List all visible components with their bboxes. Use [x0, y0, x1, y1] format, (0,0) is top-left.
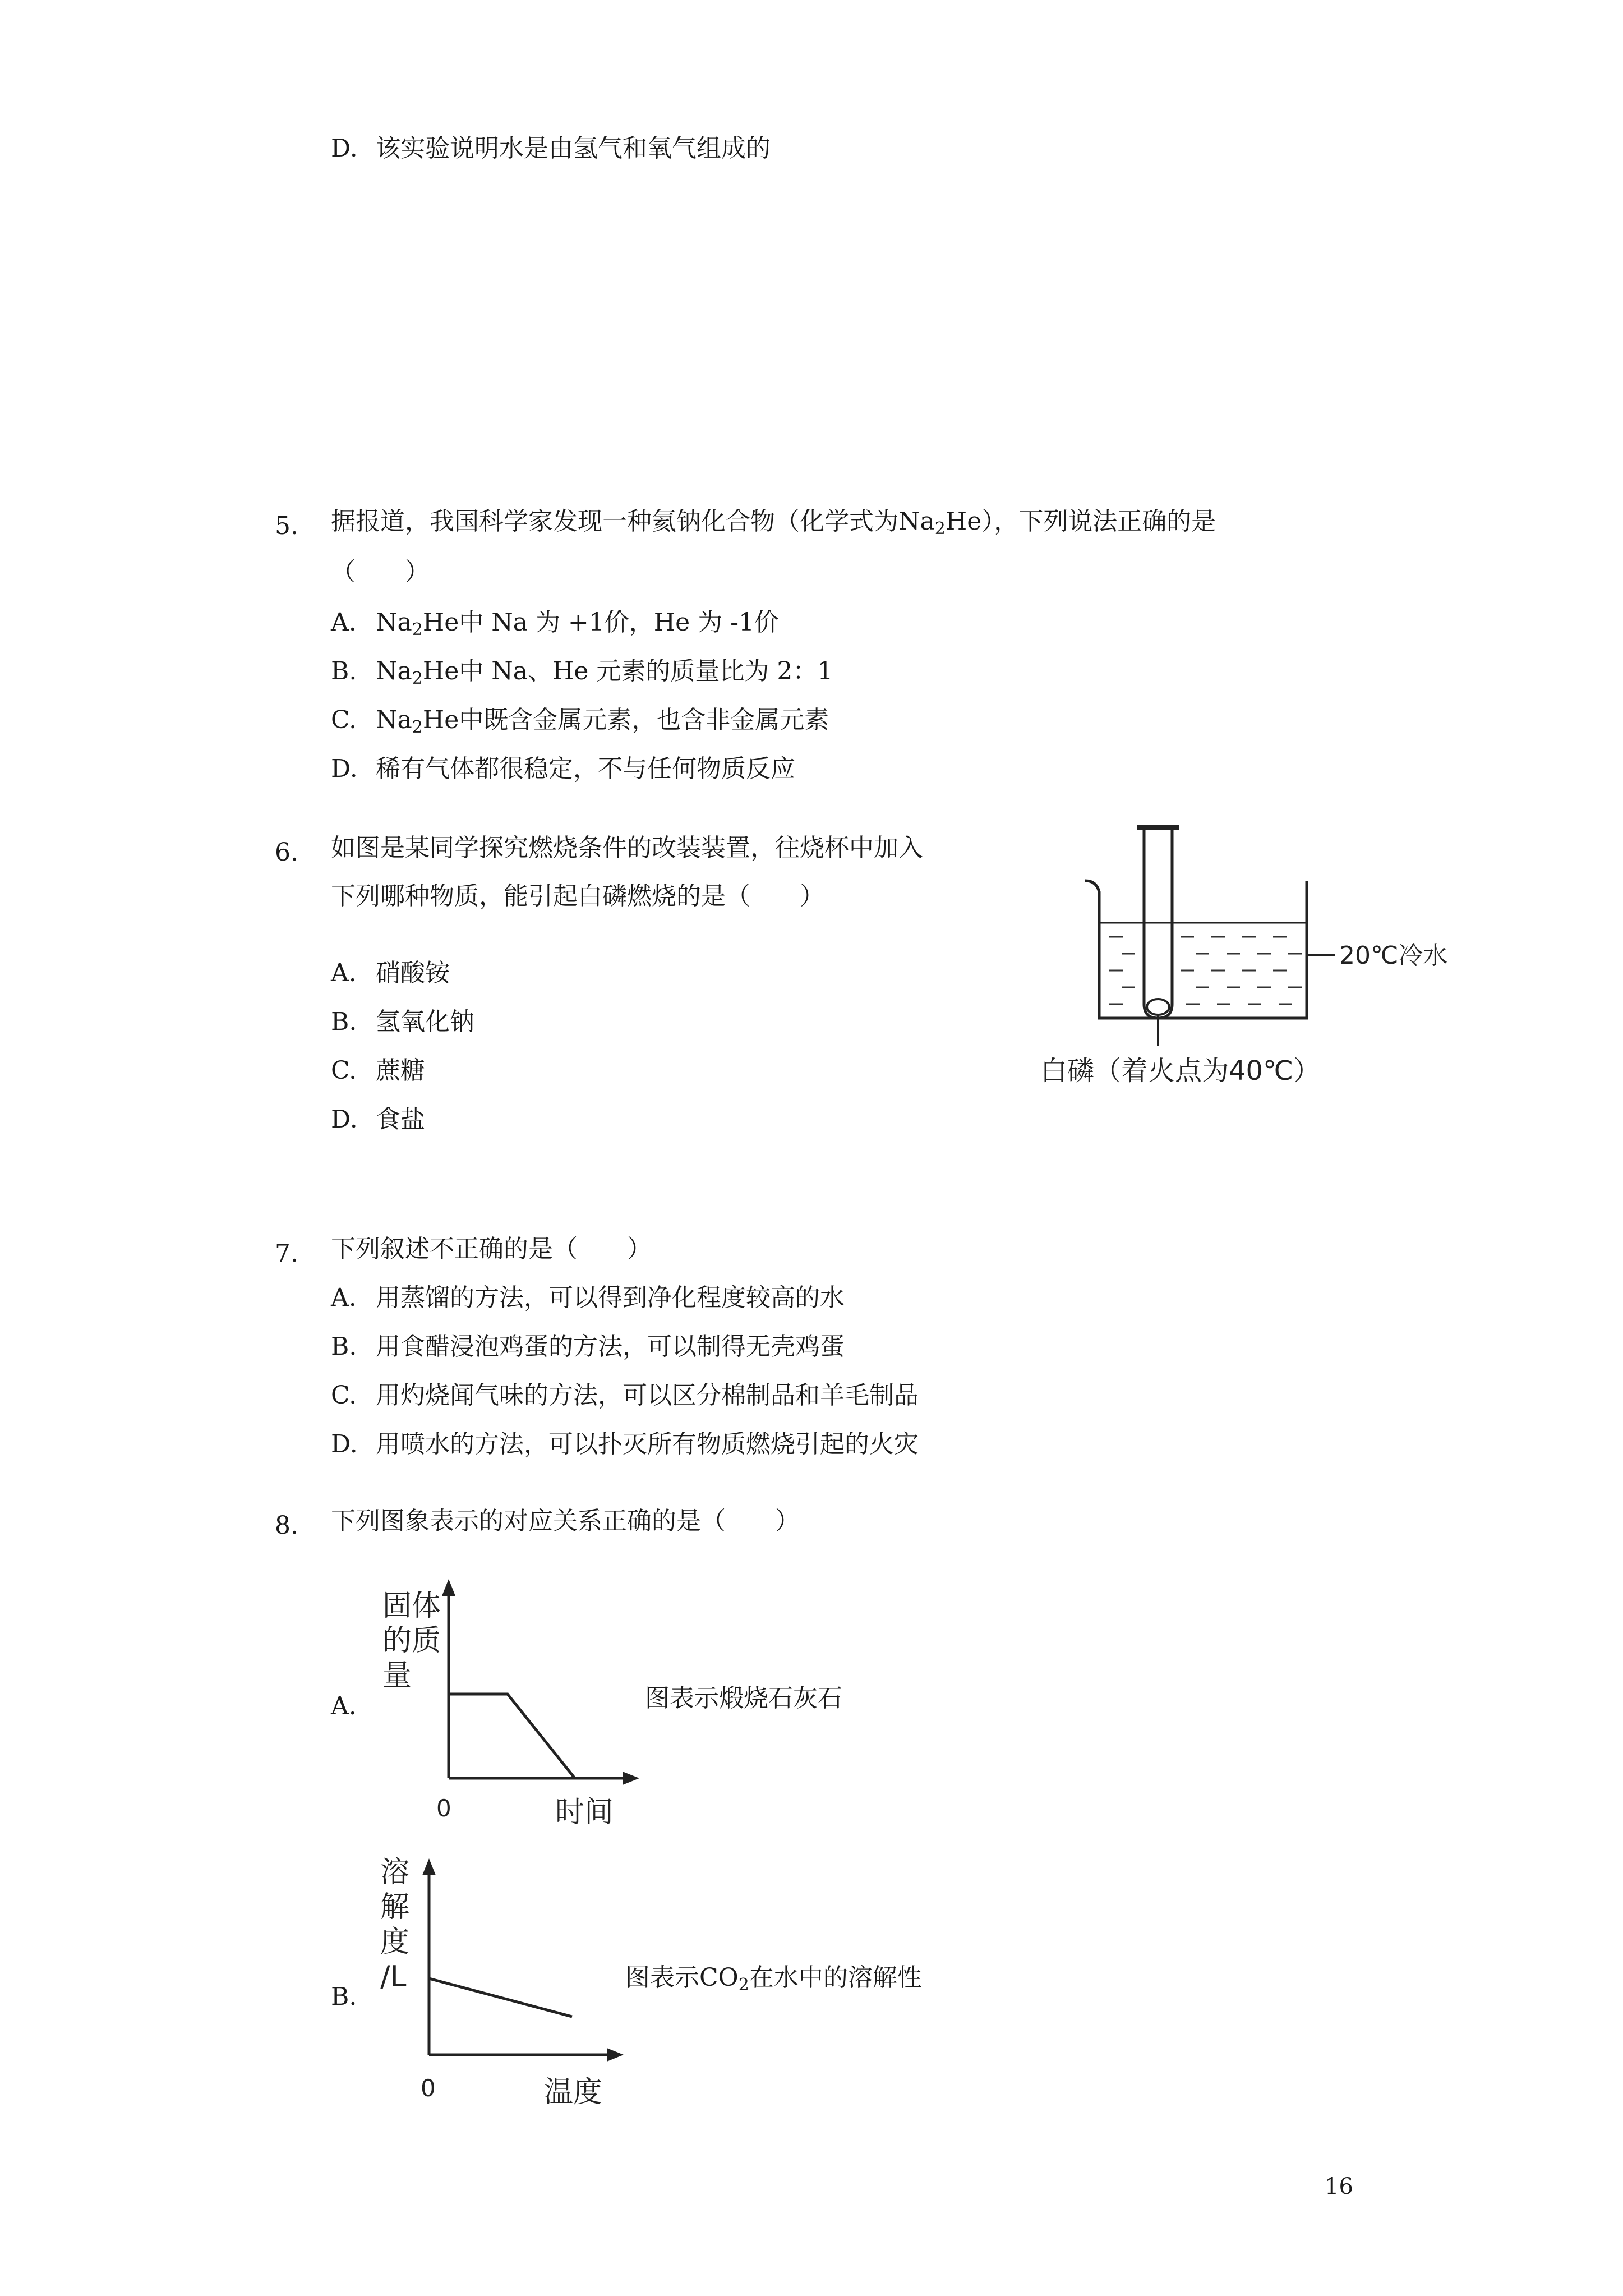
option-letter: C.: [331, 1381, 357, 1410]
caption-pre: 图表示CO: [625, 1963, 739, 1992]
option-letter: B.: [331, 1332, 357, 1361]
white-phosphorus: [1147, 999, 1169, 1015]
y-axis-arrow: [442, 1579, 455, 1596]
x-label: 温度: [544, 2076, 603, 2109]
y-label-line3: 量: [382, 1659, 412, 1692]
q8-stem: 下列图象表示的对应关系正确的是（ ）: [331, 1507, 800, 1535]
option-text: 用喷水的方法，可以扑灭所有物质燃烧引起的火灾: [376, 1430, 919, 1458]
option-letter: A.: [331, 608, 357, 637]
option-text: He中 Na 为 +1价，He 为 -1价: [422, 608, 780, 637]
data-line: [429, 1978, 572, 2017]
option-text: 稀有气体都很稳定，不与任何物质反应: [376, 754, 795, 783]
q8-option-b-letter: B.: [331, 1982, 357, 2011]
q6-number: 6.: [275, 838, 298, 867]
option-letter: D.: [331, 134, 358, 163]
q7-number: 7.: [275, 1239, 298, 1268]
y-label-line1: 固体: [382, 1589, 441, 1623]
q7-stem: 下列叙述不正确的是（ ）: [331, 1235, 652, 1263]
q6-option-c: [331, 1054, 425, 1088]
option-letter: B.: [331, 1007, 357, 1036]
option-formula: Na: [376, 706, 412, 734]
q7-option-b: [331, 1330, 845, 1364]
water-dashes: [1109, 937, 1302, 1004]
phosphorus-label: 白磷（着火点为40℃）: [1040, 1055, 1320, 1087]
q6-option-b: [331, 1005, 474, 1039]
q8-graph-b: [370, 1848, 662, 2118]
option-formula: Na: [376, 657, 412, 685]
option-formula: Na: [376, 608, 412, 637]
q5-number: 5.: [275, 512, 298, 540]
caption-sub: 2: [738, 1975, 749, 1995]
option-letter: D.: [331, 1105, 358, 1134]
q8-option-a-caption: 图表示煅烧石灰石: [645, 1684, 842, 1713]
x-axis-arrow: [607, 2048, 624, 2062]
q8-number: 8.: [275, 1511, 298, 1540]
y-label-line2: 的质: [382, 1624, 441, 1658]
option-text: 硝酸铵: [376, 959, 450, 987]
beaker-figure: [1040, 825, 1448, 1099]
option-text: 氢氧化钠: [376, 1007, 474, 1036]
option-letter: D.: [331, 754, 358, 783]
q7-option-c: [331, 1379, 919, 1412]
y-axis-arrow: [422, 1858, 436, 1875]
caption-post: 在水中的溶解性: [749, 1963, 922, 1992]
option-letter: C.: [331, 706, 357, 734]
option-formula-sub: 2: [412, 717, 423, 737]
option-text: 该实验说明水是由氢气和氧气组成的: [376, 134, 771, 163]
option-text: 用食醋浸泡鸡蛋的方法，可以制得无壳鸡蛋: [376, 1332, 845, 1361]
y-label-line3: 度: [380, 1925, 410, 1959]
option-text: He中既含金属元素，也含非金属元素: [422, 706, 829, 734]
y-label-line1: 溶: [380, 1856, 410, 1889]
option-letter: B.: [331, 657, 357, 685]
q5-bracket: （ ）: [331, 558, 430, 586]
x-label: 时间: [555, 1796, 614, 1829]
option-letter: A.: [331, 959, 357, 987]
q6-option-a: [331, 956, 450, 990]
y-label-line2: 解: [380, 1890, 410, 1924]
page-number: 16: [1325, 2174, 1353, 2200]
option-letter: D.: [331, 1430, 358, 1458]
option-letter: A.: [331, 1283, 357, 1312]
q5-option-c: [331, 703, 829, 737]
q7-option-a: [331, 1281, 845, 1315]
option-text: He中 Na、He 元素的质量比为 2：1: [422, 657, 833, 685]
origin-label: 0: [421, 2074, 436, 2102]
q5-stem-sub: 2: [934, 519, 946, 539]
q6-stem-line2: 下列哪种物质，能引起白磷燃烧的是（ ）: [331, 882, 824, 910]
option-text: 蔗糖: [376, 1056, 425, 1085]
option-letter: C.: [331, 1056, 357, 1085]
y-label-line4: /L: [380, 1960, 407, 1994]
q5-option-d: [331, 752, 795, 786]
option-formula-sub: 2: [412, 669, 423, 688]
option-text: 用灼烧闻气味的方法，可以区分棉制品和羊毛制品: [376, 1381, 919, 1410]
q8-option-b-caption: [625, 1961, 922, 1995]
q8-option-a-letter: A.: [331, 1692, 357, 1720]
x-axis-arrow: [623, 1772, 639, 1785]
q5-stem: [331, 505, 1216, 539]
origin-label: 0: [436, 1795, 451, 1822]
q6-stem-line1: 如图是某同学探究燃烧条件的改装装置，往烧杯中加入: [331, 834, 923, 862]
q8-graph-a: [370, 1576, 662, 1829]
q5-stem-tail: He），下列说法正确的是: [945, 507, 1216, 536]
option-text: 用蒸馏的方法，可以得到净化程度较高的水: [376, 1283, 845, 1312]
q5-stem-text: 据报道，我国科学家发现一种氦钠化合物（化学式为Na: [331, 507, 935, 536]
data-line: [449, 1694, 575, 1778]
option-formula-sub: 2: [412, 620, 423, 639]
q5-option-b: [331, 655, 833, 688]
q7-option-d: [331, 1428, 919, 1461]
q6-option-d: [331, 1103, 425, 1137]
q5-option-a: [331, 606, 779, 639]
q4-option-d: [331, 132, 771, 165]
option-text: 食盐: [376, 1105, 425, 1134]
beaker-outline: [1085, 881, 1307, 1018]
water-label: 20℃冷水: [1339, 941, 1448, 970]
